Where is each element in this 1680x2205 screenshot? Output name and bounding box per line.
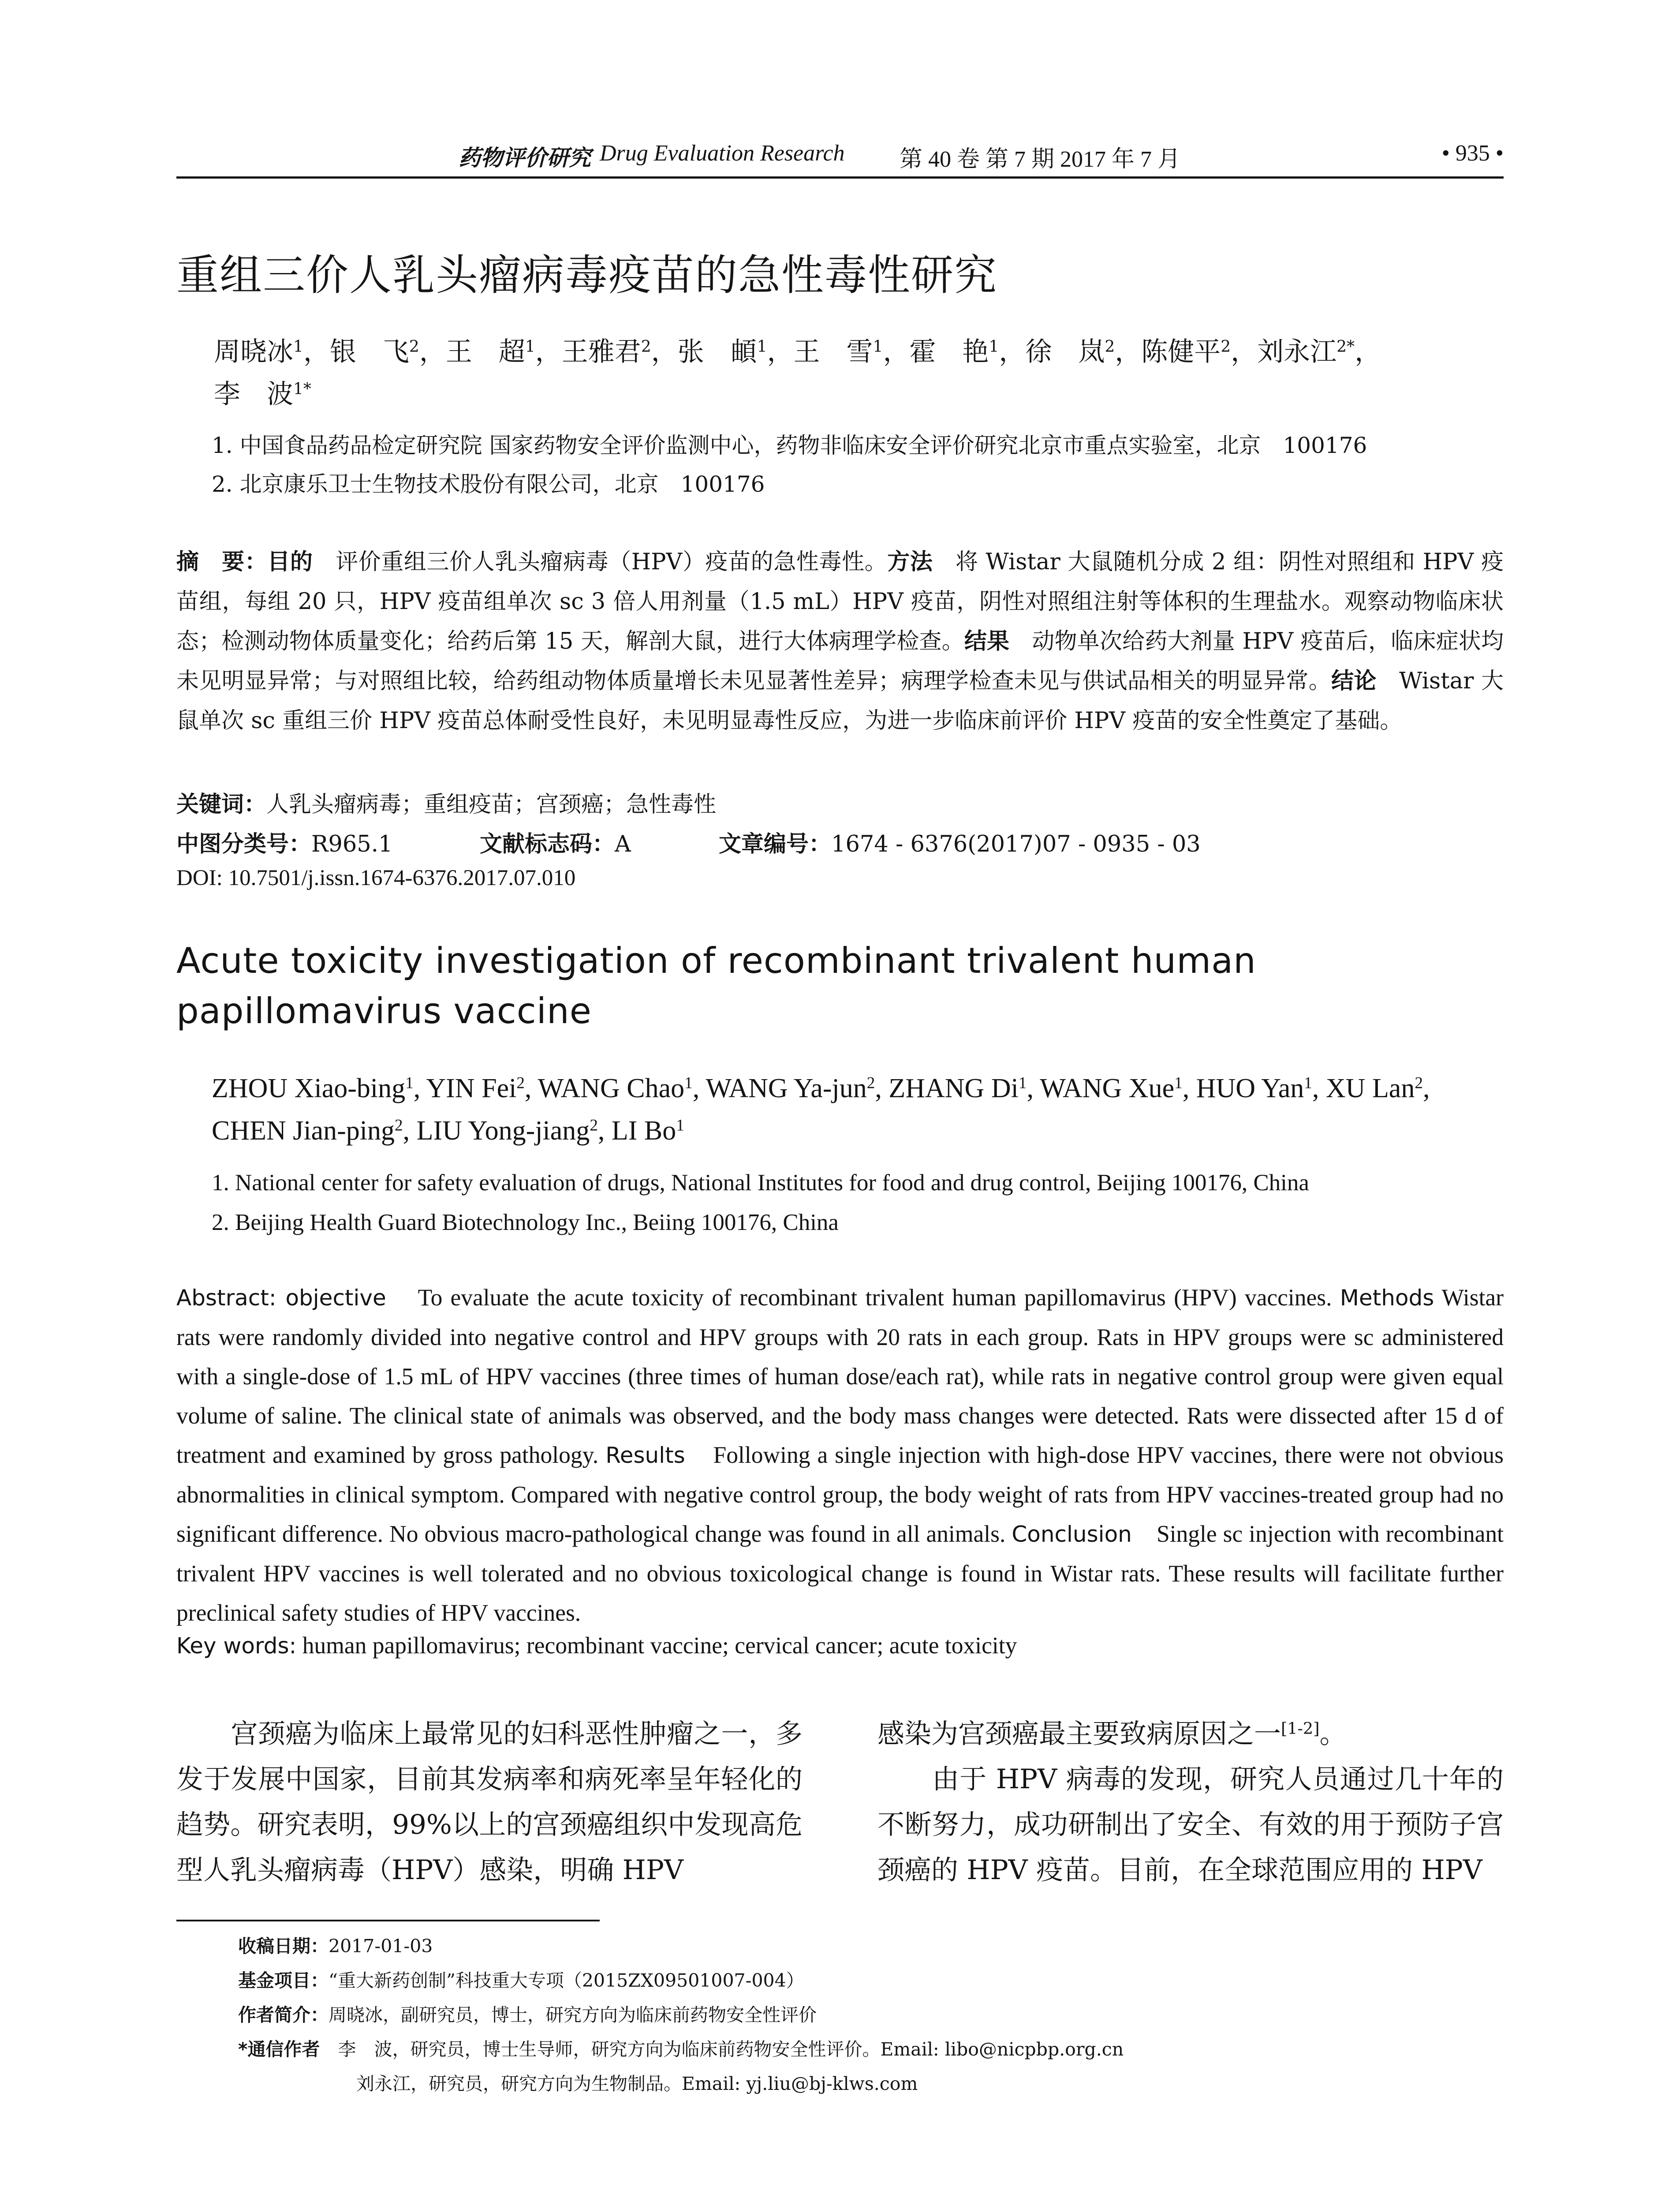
footnote-value: 周晓冰，副研究员，博士，研究方向为临床前药物安全性评价 (329, 2004, 817, 2026)
author: 张 頔$^1$ (677, 336, 767, 367)
author: 周晓冰$^1$ (214, 336, 303, 367)
header-rule (176, 176, 1504, 179)
title-cn: 重组三价人乳头瘤病毒疫苗的急性毒性研究 (176, 250, 997, 300)
abstract-cn (176, 542, 1504, 741)
affiliation-en-2: 2. Beijing Health Guard Biotechnology Inc., Beiing 100176, China (212, 1210, 839, 1235)
running-header (176, 140, 1504, 176)
authors-cn: 周晓冰$^1$，银 飞$^2$，王 超$^1$，王雅君$^2$，张 頔$^1$，王 雪$^1$，霍 艳$^1$，徐 岚$^2$，陈健平$^2$，刘永江$^{2*}$， 李 波$^{1*}$ (214, 336, 1381, 410)
author-en: LI Bo$^1$ (611, 1116, 684, 1146)
footnote-bio (238, 2000, 817, 2026)
results-en-label: Results (605, 1443, 685, 1468)
keywords-en-value: human papillomavirus; recombinant vaccine; cervical cancer; acute toxicity (302, 1632, 1017, 1659)
author-en: XU Lan$^2$ (1325, 1073, 1423, 1103)
conclusion-en-label: Conclusion (1012, 1521, 1132, 1547)
author: 王 超$^1$ (445, 336, 535, 367)
footnote-label: 作者简介： (238, 2004, 329, 2026)
article-value: 1674 - 6376(2017)07 - 0935 - 03 (831, 831, 1201, 857)
conclusion-en-text: Single sc injection with recombinant trivalent HPV vaccines is well tolerated and no obvious toxicological change is found in Wistar rats. These results will facilitate further preclinical safety studies of HPV vaccines. (176, 1521, 1504, 1626)
author: 王雅君$^2$ (561, 336, 651, 367)
author: 刘永江$^{2*}$ (1257, 336, 1355, 367)
footnote-fund (238, 1966, 804, 1992)
issue-info: 第 40 卷 第 7 期 2017 年 7 月 (900, 147, 1181, 172)
author-en: ZHOU Xiao-bing$^1$ (212, 1073, 414, 1103)
methods-text: 将 Wistar 大鼠随机分成 2 组：阴性对照组和 HPV 疫苗组，每组 20 只，HPV 疫苗组单次 sc 3 倍人用剂量（1.5 mL）HPV 疫苗，阴性对照组注射等体积的生理盐水。观察动物临床状态；检测动物体质量变化；给药后第 15 天，解剖大鼠，进行大体病理学检查。 (176, 549, 1504, 654)
abstract-en (176, 1278, 1504, 1633)
author: 霍 艳$^1$ (909, 336, 999, 367)
affiliation-en-1: 1. National center for safety evaluation of drugs, National Institutes for food and drug control, Beijing 100176, China (212, 1170, 1309, 1196)
methods-en-text: Wistar rats were randomly divided into negative control and HPV groups with 20 rats in each group. Rats in HPV groups were sc administered with a single-dose of 1.5 mL of HPV vaccines (three times of human dose/each rat), while rats in negative control group were given equal volume of saline. The clinical state of animals was observed, and the body mass changes were detected. Rats were dissected after 15 d of treatment and examined by gross pathology. (176, 1284, 1504, 1468)
footnote-value: 2017-01-03 (329, 1936, 433, 1957)
author: 徐 岚$^2$ (1025, 336, 1115, 367)
body-paragraph: 由于 HPV 病毒的发现，研究人员通过几十年的不断努力，成功研制出了安全、有效的用于预防子宫颈癌的 HPV 疫苗。目前，在全球范围应用的 HPV (877, 1764, 1504, 1886)
page-number: • 935 • (1441, 141, 1504, 166)
author-en: CHEN Jian-ping$^2$ (212, 1116, 403, 1146)
author-en: HUO Yan$^1$ (1196, 1073, 1312, 1103)
footnote-label: *通信作者 (238, 2039, 320, 2060)
footnote-value: 李 波，研究员，博士生导师，研究方向为临床前药物安全性评价。Email: libo@nicpbp.org.cn (320, 2039, 1124, 2060)
keywords-cn (176, 786, 716, 818)
footnote-label: 基金项目： (238, 1970, 329, 1991)
authors-en: ZHOU Xiao-bing$^1$, YIN Fei$^2$, WANG Chao$^1$, WANG Ya-jun$^2$, ZHANG Di$^1$, WANG Xue$^1$, HUO Yan$^1$, XU Lan$^2$, CHEN Jian-ping$^2$, LIU Yong-jiang$^2$, LI Bo$^1$ (212, 1073, 1430, 1146)
journal-name: Drug Evaluation Research (600, 141, 845, 166)
clc-label: 中图分类号： (176, 831, 312, 857)
author-en: YIN Fei$^2$ (426, 1073, 525, 1103)
keywords-value: 人乳头瘤病毒；重组疫苗；宫颈癌；急性毒性 (266, 792, 717, 818)
author: 银 飞$^2$ (329, 336, 419, 367)
footnote-rule (176, 1920, 600, 1921)
author-en: ZHANG Di$^1$ (889, 1073, 1027, 1103)
author-en: LIU Yong-jiang$^2$ (416, 1116, 598, 1146)
footnote-corresponding-2: 刘永江，研究员，研究方向为生物制品。Email: yj.liu@bj-klws.com (356, 2073, 918, 2094)
title-en: Acute toxicity investigation of recombinant trivalent human papillomavirus vaccine (176, 940, 1256, 1031)
results-en-text: Following a single injection with high-dose HPV vaccines, there were not obvious abnormalities in clinical symptom. Compared with negative control group, the body weight of rats from HPV vaccines-treated group had no significant difference. No obvious macro-pathological change was found in all animals. (176, 1442, 1504, 1547)
conclusion-text: Wistar 大鼠单次 sc 重组三价 HPV 疫苗总体耐受性良好，未见明显毒性反应，为进一步临床前评价 HPV 疫苗的安全性奠定了基础。 (176, 668, 1504, 734)
objective-en-text: To evaluate the acute toxicity of recombinant trivalent human papillomavirus (HPV) vaccines. (418, 1284, 1332, 1311)
journal-logo: 药物评价研究 (459, 145, 591, 171)
author-en: WANG Chao$^1$ (538, 1073, 693, 1103)
doi: DOI: 10.7501/j.issn.1674-6376.2017.07.010 (176, 866, 576, 890)
author: 李 波$^{1*}$ (214, 379, 311, 410)
objective-label: 目的 (267, 549, 313, 575)
article-label: 文章编号： (719, 831, 832, 857)
author: 陈健平$^2$ (1141, 336, 1231, 367)
keywords-en (176, 1632, 1504, 1659)
affiliation-cn-1: 1. 中国食品药品检定研究院 国家药物安全评价监测中心，药物非临床安全评价研究北京市重点实验室，北京 100176 (212, 433, 1367, 458)
results-label: 结果 (964, 628, 1010, 654)
affiliation-cn-2: 2. 北京康乐卫士生物技术股份有限公司，北京 100176 (212, 471, 765, 497)
methods-label: 方法 (887, 549, 933, 575)
body-column-right (877, 1711, 1504, 1893)
author-en: WANG Xue$^1$ (1040, 1073, 1183, 1103)
author-en: WANG Ya-jun$^2$ (706, 1073, 875, 1103)
footnote-received (238, 1932, 433, 1958)
keywords-en-label: Key words: (176, 1633, 297, 1659)
abstract-en-label: Abstract: objective (176, 1285, 386, 1311)
classification-line (176, 826, 1504, 858)
body-paragraph: 感染为宫颈癌最主要致病原因之一 (877, 1718, 1281, 1749)
footnote-corresponding (238, 2035, 1124, 2061)
doc-label: 文献标志码： (480, 831, 615, 857)
methods-en-label: Methods (1340, 1285, 1434, 1311)
footnote-value: “重大新药创制”科技重大专项（2015ZX09501007-004） (329, 1970, 804, 1991)
objective-text: 评价重组三价人乳头瘤病毒（HPV）疫苗的急性毒性。 (313, 549, 888, 575)
body-punct: 。 (1319, 1718, 1347, 1749)
body-column-left: 宫颈癌为临床上最常见的妇科恶性肿瘤之一，多发于发展中国家，目前其发病率和病死率呈年轻化的趋势。研究表明，99%以上的宫颈癌组织中发现高危型人乳头瘤病毒（HPV）感染，明确 HPV (176, 1718, 803, 1886)
citation: [1-2] (1281, 1719, 1320, 1738)
abstract-label: 摘 要： (176, 549, 268, 575)
clc-value: R965.1 (311, 831, 393, 857)
keywords-label: 关键词： (176, 792, 267, 818)
footnote-label: 收稿日期： (238, 1936, 329, 1957)
doc-value: A (615, 831, 631, 857)
conclusion-label: 结论 (1331, 668, 1377, 694)
results-text: 动物单次给药大剂量 HPV 疫苗后，临床症状均未见明显异常；与对照组比较，给药组动物体质量增长未见显著性差异；病理学检查未见与供试品相关的明显异常。 (176, 628, 1504, 694)
author: 王 雪$^1$ (793, 336, 883, 367)
